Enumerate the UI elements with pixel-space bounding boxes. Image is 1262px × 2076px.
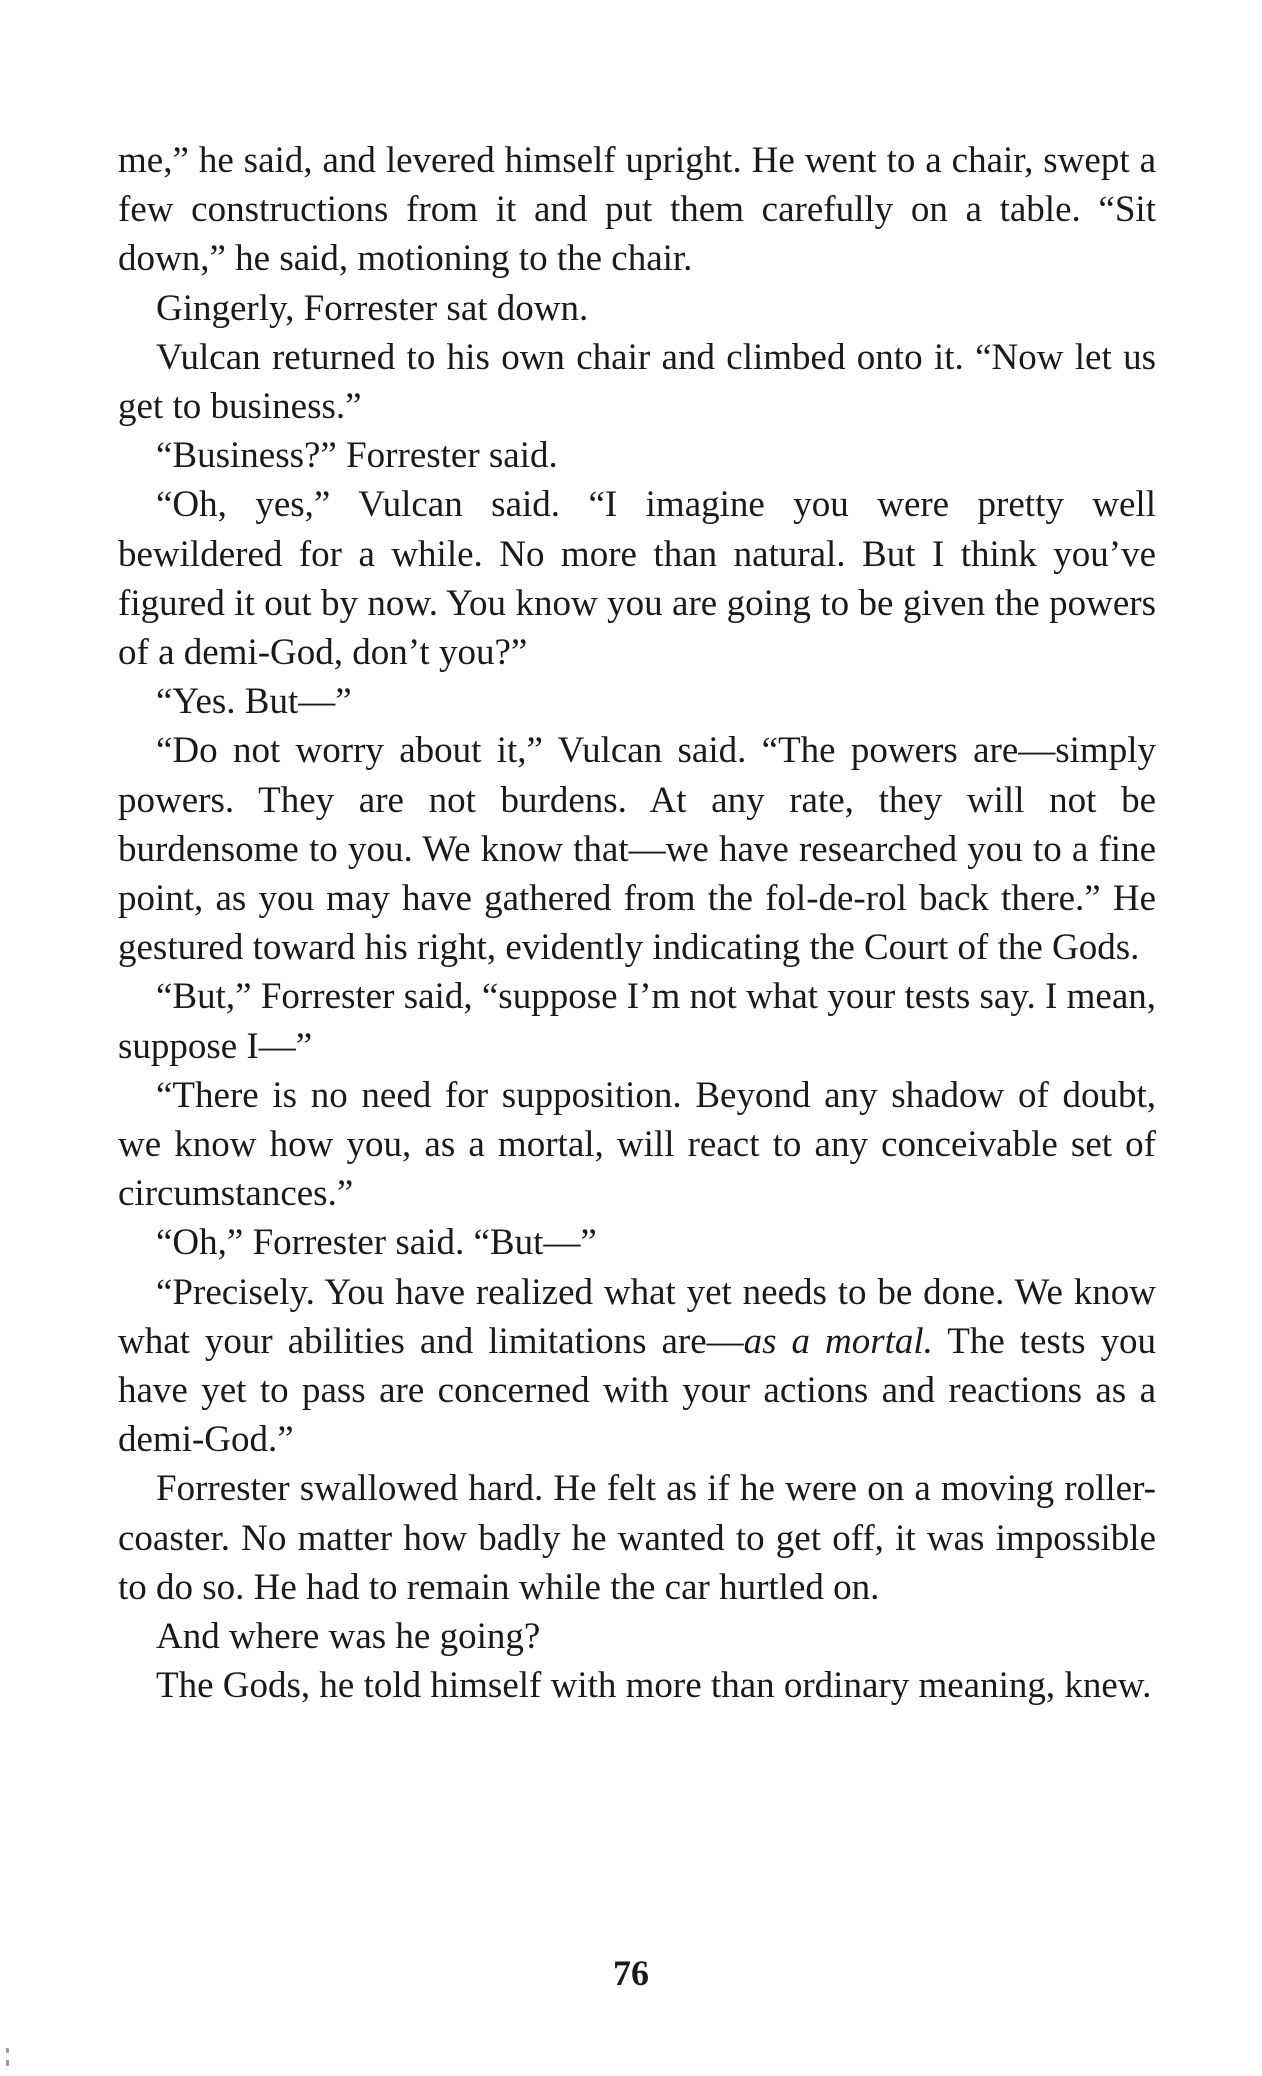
paragraph-text: “Precisely. You have realized what yet needs to be done. We know what your abilities and limitations are— [118, 1271, 1156, 1362]
paragraph: Vulcan returned to his own chair and climbed onto it. “Now let us get to business.” [118, 336, 1156, 428]
italic-phrase: as a mortal. [743, 1320, 933, 1362]
paragraph: “Business?” Forrester said. [156, 435, 558, 477]
paragraph: Forrester swallowed hard. He felt as if he were on a moving roller-coaster. No matter how badly he wanted to get off, it was impossible to do so. He had to remain while the car hurtled on. [118, 1468, 1156, 1608]
print-speck [6, 2060, 9, 2066]
paragraph: “There is no need for supposition. Beyond any shadow of doubt, we know how you, as a mortal, will react to any conceivable set of circumstances.” [118, 1074, 1156, 1215]
paragraph: “Oh, yes,” Vulcan said. “I imagine you were pretty well bewildered for a while. No more than natural. But I think you’ve figured it out by now. You know you are going to be given the powers of a demi-God, don’t you?” [118, 484, 1156, 674]
paragraph-continuation: me,” he said, and levered himself upright. He went to a chair, swept a few constructions from it and put them carefully on a table. “Sit down,” he said, motioning to the chair. [118, 140, 1156, 280]
print-speck [6, 2048, 9, 2053]
paragraph: “Oh,” Forrester said. “But—” [156, 1222, 597, 1264]
paragraph: The Gods, he told himself with more than ordinary meaning, knew. [156, 1665, 1152, 1707]
page-body-text [118, 136, 1156, 1711]
paragraph-text: The tests you have yet to pass are concerned with your actions and reactions as a demi-God.” [118, 1320, 1156, 1461]
paragraph: “Do not worry about it,” Vulcan said. “The powers are—simply powers. They are not burdens. At any rate, they will not be burdensome to you. We know that—we have researched you to a fine point, as you may have gathered from the fol-de-rol back there.” He gestured toward his right, evidently indicating the Court of the Gods. [118, 730, 1156, 969]
paragraph-precisely [118, 1268, 1156, 1465]
paragraph: Gingerly, Forrester sat down. [156, 287, 589, 329]
paragraph: “But,” Forrester said, “suppose I’m not what your tests say. I mean, suppose I—” [118, 976, 1156, 1067]
paragraph: And where was he going? [156, 1616, 541, 1658]
page-number: 76 [613, 1953, 649, 1993]
paragraph: “Yes. But—” [156, 681, 352, 723]
